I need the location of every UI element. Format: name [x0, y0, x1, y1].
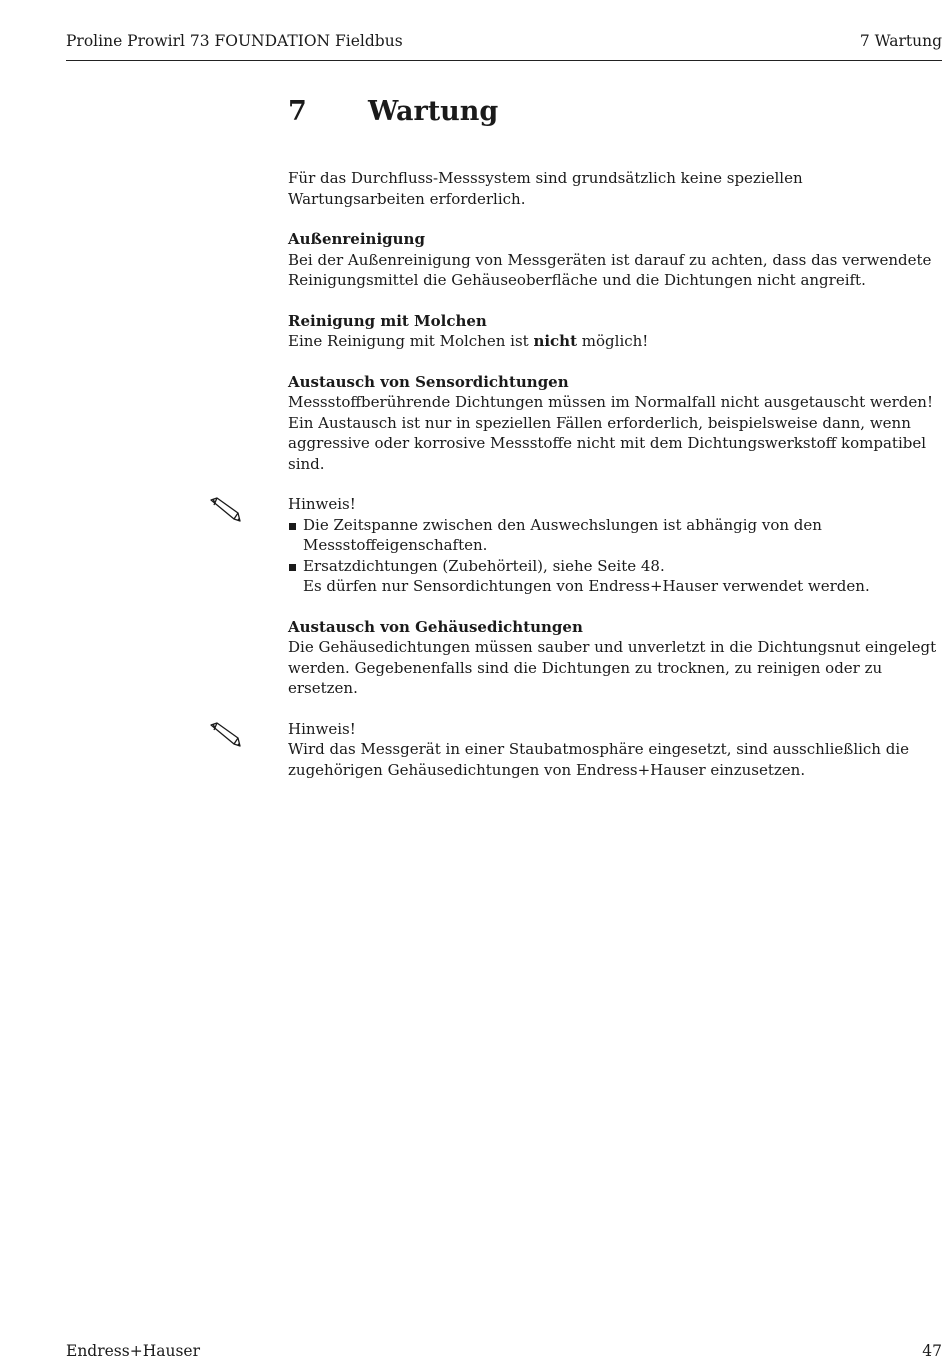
section-text: Bei der Außenreinigung von Messgeräten ist darauf zu achten, dass das verwendete Reinigungsmittel die Gehäuseoberfläche und die Dichtungen nicht angreift. [288, 250, 932, 289]
note-title: Hinweis! [288, 495, 356, 513]
bullet-square-icon [289, 564, 296, 571]
text-part: Eine Reinigung mit Molchen ist [288, 332, 534, 350]
list-item [288, 556, 942, 597]
pencil-icon [208, 496, 242, 522]
page-number: 47 [922, 1342, 942, 1360]
emphasis-text: nicht [533, 332, 578, 350]
header-chapter-title: 7 Wartung [859, 32, 942, 50]
page-content [288, 92, 942, 800]
pencil-icon [208, 721, 242, 747]
text-part: möglich! [577, 332, 649, 350]
bullet-square-icon [289, 523, 296, 530]
section-title: Außenreinigung [288, 230, 425, 248]
section-title: Austausch von Gehäusedichtungen [288, 617, 583, 636]
section-title: Reinigung mit Molchen [288, 311, 487, 330]
list-item [288, 515, 942, 556]
chapter-heading [288, 92, 942, 132]
section-text [288, 331, 942, 352]
footer-brand: Endress+Hauser [66, 1342, 200, 1360]
list-item-text: Die Zeitspanne zwischen den Auswechslungen ist abhängig von den Messstoffeigenschaften. [303, 515, 822, 554]
chapter-number: 7 [288, 96, 307, 127]
note-title: Hinweis! [288, 719, 356, 738]
section-text: Messstoffberührende Dichtungen müssen im Normalfall nicht ausgetauscht werden! Ein Austausch ist nur in speziellen Fällen erforderlich, beispielsweise dann, wenn aggressive oder korrosive Messstoffe nicht mit dem Dichtungswerkstoff kompatibel sind. [288, 393, 933, 473]
section-sensor-seals [288, 372, 942, 475]
section-text: Die Gehäusedichtungen müssen sauber und unverletzt in die Dichtungsnut eingelegt werden. Gegebenenfalls sind die Dichtungen zu trocknen, zu reinigen oder zu ersetzen. [288, 638, 937, 697]
page-header [66, 30, 942, 61]
note-text: Wird das Messgerät in einer Staubatmosphäre eingesetzt, sind ausschließlich die zugehörigen Gehäusedichtungen von Endress+Hauser einzusetzen. [288, 740, 910, 779]
chapter-title: Wartung [368, 96, 499, 127]
header-document-title: Proline Prowirl 73 FOUNDATION Fieldbus [66, 32, 403, 50]
note-box-1 [288, 494, 942, 597]
note-bullet-list [288, 515, 942, 597]
section-pigs [288, 311, 942, 352]
section-cleaning [288, 229, 942, 291]
section-title: Austausch von Sensordichtungen [288, 372, 569, 391]
intro-paragraph: Für das Durchfluss-Messsystem sind grundsätzlich keine speziellen Wartungsarbeiten erforderlich. [288, 169, 803, 208]
list-item-text: Ersatzdichtungen (Zubehörteil), siehe Seite 48. [303, 556, 665, 575]
list-item-text: Es dürfen nur Sensordichtungen von Endress+Hauser verwendet werden. [303, 577, 870, 595]
section-housing-seals [288, 617, 942, 699]
note-box-2 [288, 719, 942, 781]
